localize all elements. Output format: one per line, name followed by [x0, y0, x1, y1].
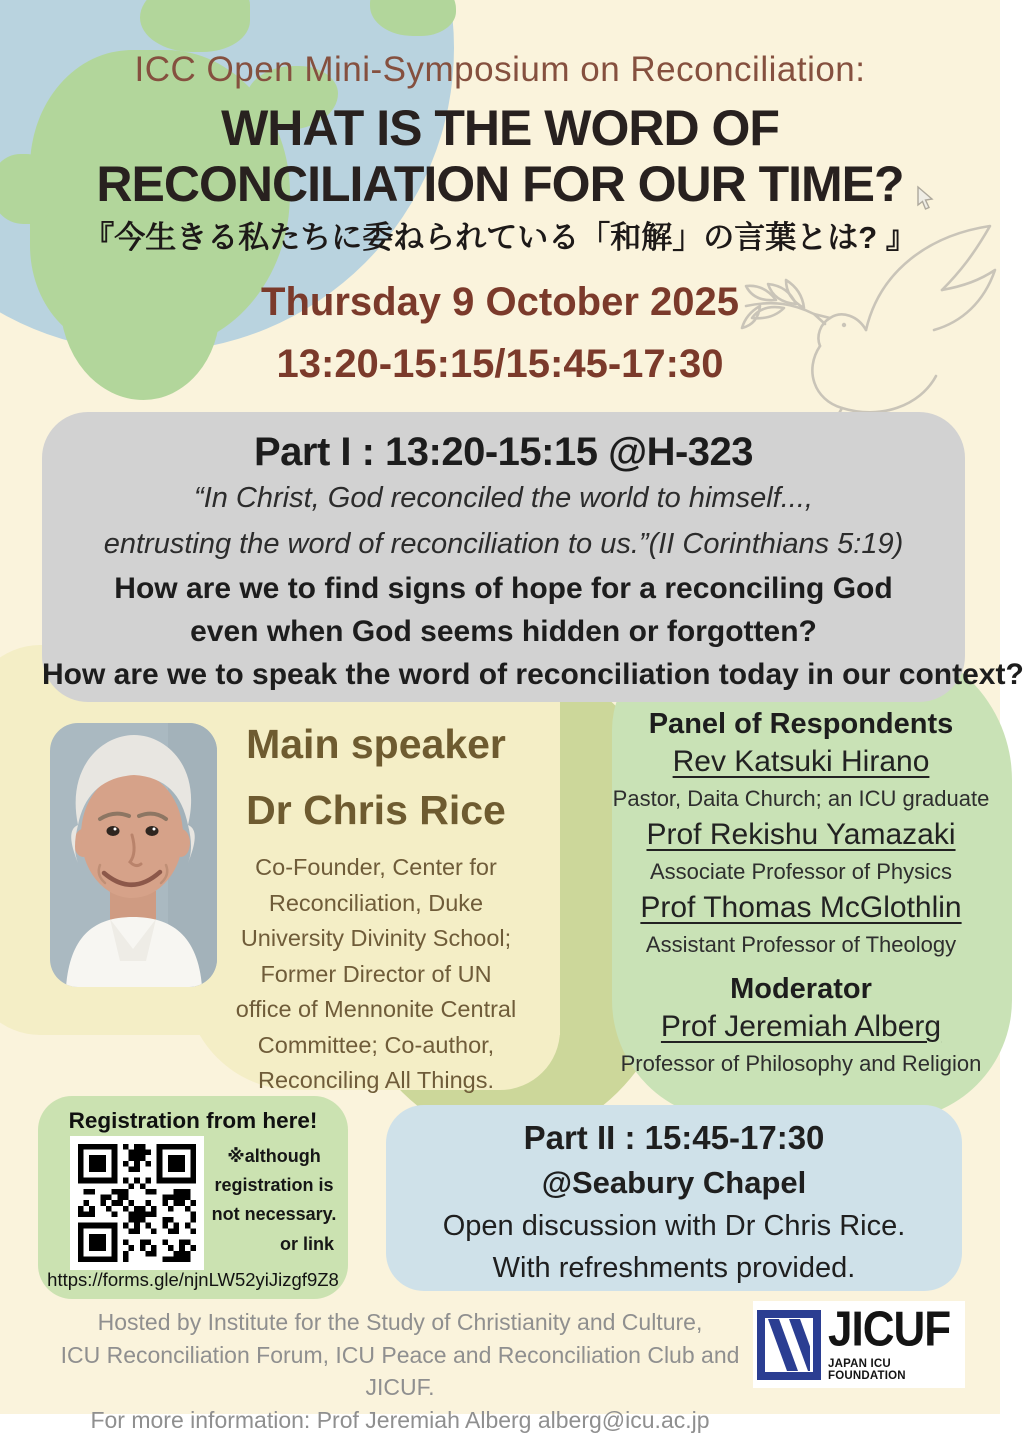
question-line2: even when God seems hidden or forgotten? — [42, 610, 965, 653]
event-date: Thursday 9 October 2025 — [0, 280, 1000, 325]
panelist-name: Prof Thomas McGlothlin — [605, 888, 997, 928]
jicuf-logo-mark — [758, 1311, 820, 1379]
or-link-label: or link — [280, 1234, 334, 1255]
speaker-photo — [50, 723, 217, 987]
event-title-line2: RECONCILIATION FOR OUR TIME? — [0, 156, 1000, 212]
part1-heading: Part I : 13:20-15:15 @H-323 — [42, 412, 965, 475]
registration-note-line: registration is — [204, 1171, 344, 1200]
panel-section — [605, 706, 997, 1080]
jicuf-acronym: JICUF — [828, 1305, 965, 1354]
panelist-role: Assistant Professor of Theology — [605, 928, 997, 961]
registration-url[interactable]: https://forms.gle/njnLW52yiJizgf9Z8 — [38, 1269, 348, 1291]
part2-heading: Part II : 15:45-17:30 — [386, 1105, 962, 1157]
panelist-name: Rev Katsuki Hirano — [605, 742, 997, 782]
footer-line3: For more information: Prof Jeremiah Alberg alberg@icu.ac.jp — [30, 1404, 770, 1436]
registration-note-line: not necessary. — [204, 1200, 344, 1229]
bio-line: Former Director of UN — [218, 957, 534, 993]
part2-line2: With refreshments provided. — [386, 1252, 962, 1285]
question-line3: How are we to speak the word of reconciliation today in our context? — [42, 653, 965, 696]
bio-line: Reconciling All Things. — [218, 1063, 534, 1099]
main-speaker-bio — [218, 850, 534, 1099]
bio-line: office of Mennonite Central — [218, 992, 534, 1028]
jicuf-subtitle: JAPAN ICU FOUNDATION — [828, 1358, 965, 1382]
bio-line: Committee; Co-author, — [218, 1028, 534, 1064]
part2-location: @Seabury Chapel — [386, 1165, 962, 1201]
question-line1: How are we to find signs of hope for a reconciling God — [42, 567, 965, 610]
scripture-quote-line1: “In Christ, God reconciled the world to himself..., — [42, 475, 965, 521]
panelist-role: Pastor, Daita Church; an ICU graduate — [605, 782, 997, 815]
mouse-cursor-icon — [916, 186, 938, 212]
event-kicker: ICC Open Mini-Symposium on Reconciliation: — [0, 50, 1000, 90]
footer-credits — [30, 1306, 770, 1436]
footer-line2: ICU Reconciliation Forum, ICU Peace and Reconciliation Club and JICUF. — [30, 1339, 770, 1404]
registration-note — [204, 1142, 344, 1229]
registration-section — [38, 1096, 348, 1299]
event-title-japanese: 『今生きる私たちに委ねられている「和解」の言葉とは? 』 — [0, 212, 1000, 257]
qr-code — [70, 1136, 204, 1270]
bio-line: University Divinity School; — [218, 921, 534, 957]
main-speaker-name: Dr Chris Rice — [218, 786, 534, 834]
moderator-name: Prof Jeremiah Alberg — [605, 1007, 997, 1047]
part2-line1: Open discussion with Dr Chris Rice. — [386, 1210, 962, 1243]
panelist-name: Prof Rekishu Yamazaki — [605, 815, 997, 855]
bio-line: Reconciliation, Duke — [218, 886, 534, 922]
moderator-heading: Moderator — [605, 971, 997, 1007]
event-title — [0, 100, 1000, 212]
registration-note-line: ※although — [204, 1142, 344, 1171]
main-speaker-section — [218, 720, 534, 1099]
panelist-role: Associate Professor of Physics — [605, 855, 997, 888]
main-speaker-label: Main speaker — [218, 720, 534, 768]
registration-heading: Registration from here! — [38, 1108, 348, 1134]
event-title-line1: WHAT IS THE WORD OF — [0, 100, 1000, 156]
panel-heading: Panel of Respondents — [605, 706, 997, 742]
part1-section — [42, 412, 965, 702]
part2-section — [386, 1105, 962, 1291]
scripture-quote-line2: entrusting the word of reconciliation to us.”(II Corinthians 5:19) — [42, 521, 965, 567]
footer-line1: Hosted by Institute for the Study of Christianity and Culture, — [30, 1306, 770, 1339]
bio-line: Co-Founder, Center for — [218, 850, 534, 886]
event-time: 13:20-15:15/15:45-17:30 — [0, 342, 1000, 387]
moderator-role: Professor of Philosophy and Religion — [605, 1047, 997, 1080]
jicuf-logo — [753, 1301, 965, 1388]
